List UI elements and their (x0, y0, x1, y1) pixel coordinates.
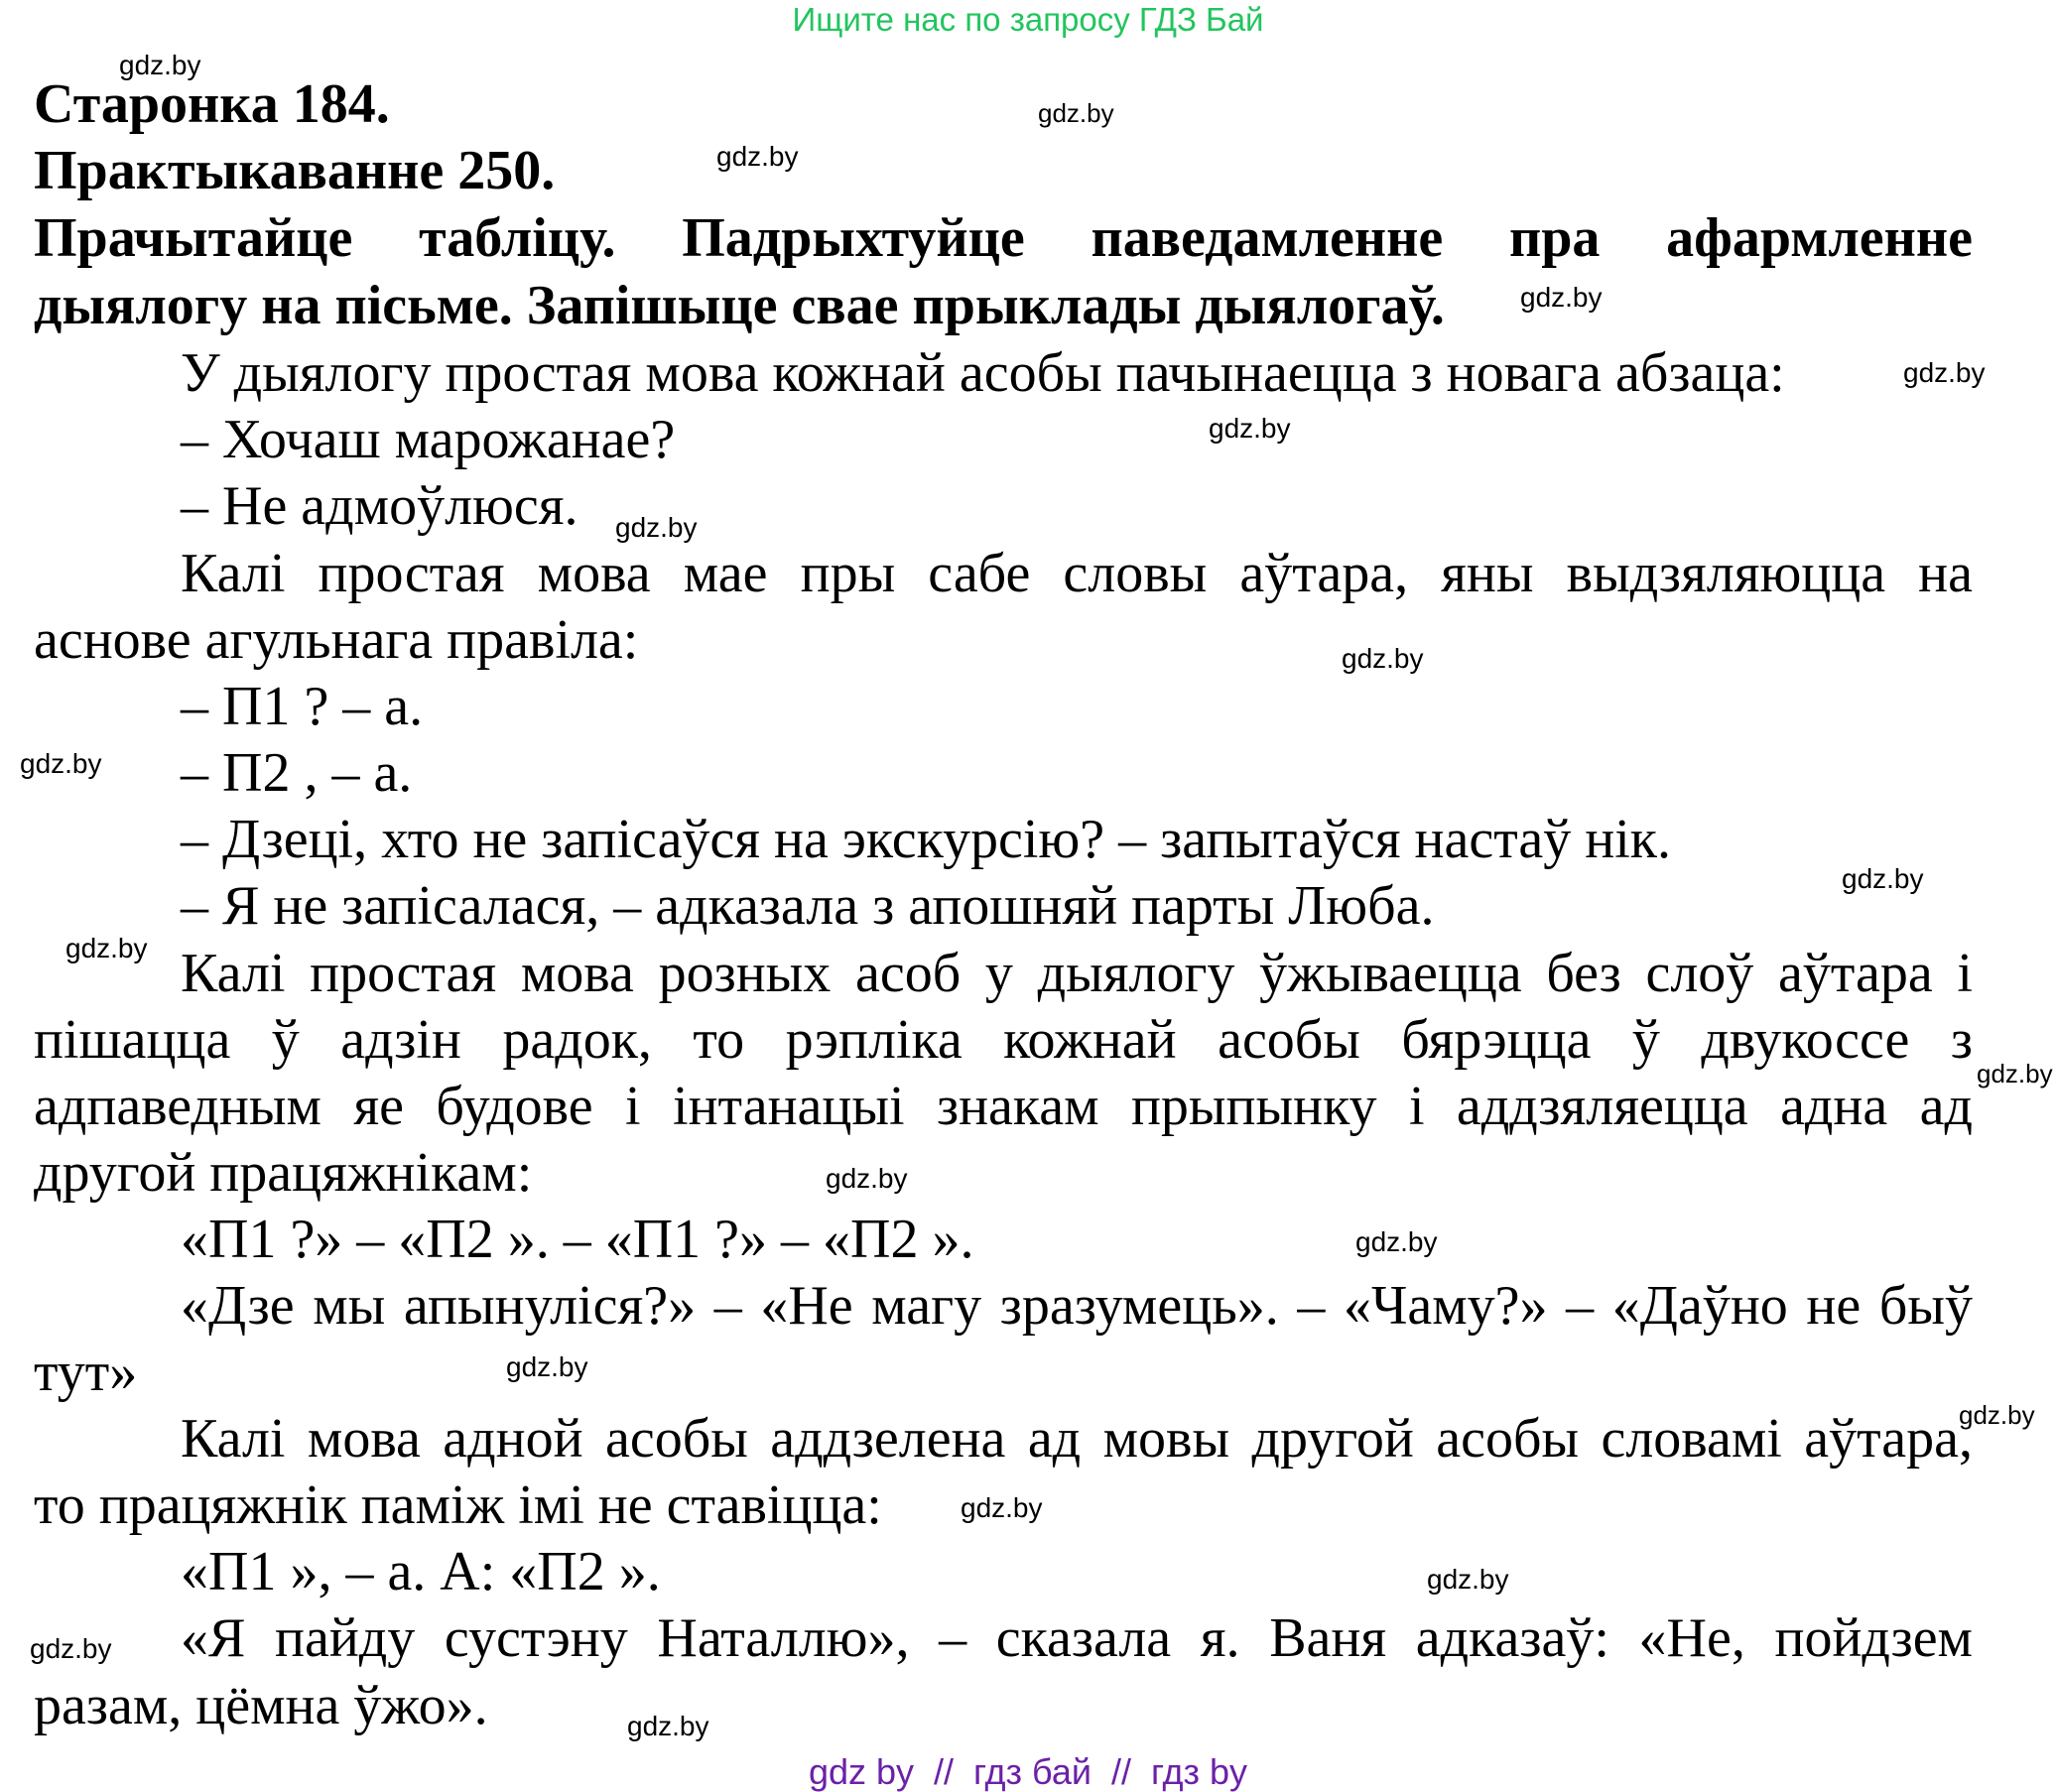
body-line: адпаведным яе будове і інтанацыі знакам прыпынку і аддзяляецца адна ад (34, 1076, 1973, 1137)
watermark-text: gdz.by (1520, 282, 1603, 313)
watermark-text: gdz.by (1355, 1226, 1438, 1257)
watermark-text: gdz.by (119, 50, 201, 80)
body-line: – Хочаш марожанае? (181, 409, 676, 470)
body-line: тут» (34, 1342, 138, 1403)
watermark-text: gdz.by (20, 748, 102, 779)
watermark-text: gdz.by (826, 1163, 908, 1194)
body-line: – П2 , – а. (181, 742, 413, 804)
body-line: Калі простая мова мае пры сабе словы аўтара, яны выдзяляюцца на (181, 543, 1973, 604)
body-line: аснове агульнага правіла: (34, 609, 639, 671)
watermark-text: gdz.by (30, 1633, 112, 1664)
watermark-text: gdz.by (1977, 1059, 2053, 1088)
watermark-text: gdz.by (1959, 1400, 2035, 1430)
body-line: – Не адмоўлюся. (181, 475, 578, 537)
top-banner: Ищите нас по запросу ГДЗ Бай (792, 1, 1264, 38)
watermark-text: gdz.by (1842, 863, 1924, 894)
body-line: «П1 », – а. А: «П2 ». (181, 1541, 661, 1602)
body-line: другой працяжнікам: (34, 1142, 533, 1204)
body-line: «Я пайду сустэну Наталлю», – сказала я. Ваня адказаў: «Не, пойдзем (181, 1607, 1973, 1669)
body-line: «Дзе мы апынуліся?» – «Не магу зразумець». – «Чаму?» – «Даўно не быў (181, 1275, 1973, 1337)
body-line: «П1 ?» – «П2 ». – «П1 ?» – «П2 ». (181, 1209, 974, 1270)
watermark-text: gdz.by (65, 933, 148, 963)
body-line: У дыялогу простая мова кожнай асобы пачынаецца з новага абзаца: (181, 342, 1785, 404)
watermark-text: gdz.by (1427, 1564, 1509, 1595)
exercise-heading: Практыкаванне 250. (34, 140, 556, 201)
body-line: пішацца ў адзін радок, то рэпліка кожнай асобы бярэцца ў двукоссе з (34, 1009, 1973, 1071)
watermark-text: gdz.by (961, 1492, 1043, 1523)
body-line: разам, цёмна ўжо». (34, 1675, 488, 1736)
task-text-line-2: дыялогу на пісьме. Запішыце свае прыклады дыялогаў. (34, 275, 1445, 336)
body-line: – Я не запісалася, – адказала з апошняй парты Люба. (181, 875, 1435, 937)
page-number-heading: Старонка 184. (34, 73, 390, 135)
watermark-text: gdz.by (1342, 643, 1424, 674)
body-line: Калі простая мова розных асоб у дыялогу ўжываецца без слоў аўтара і (181, 943, 1973, 1004)
footer-links: gdz by // гдз бай // гдз by (808, 1751, 1248, 1792)
watermark-text: gdz.by (716, 141, 799, 172)
watermark-text: gdz.by (615, 512, 698, 543)
task-text-line-1: Прачытайце табліцу. Падрыхтуйце паведамленне пра афармленне (34, 207, 1973, 269)
watermark-text: gdz.by (1903, 357, 1986, 388)
watermark-text: gdz.by (506, 1351, 588, 1382)
body-line: то працяжнік паміж імі не ставіцца: (34, 1474, 882, 1536)
watermark-text: gdz.by (1209, 413, 1291, 444)
watermark-text: gdz.by (627, 1711, 709, 1741)
watermark-text: gdz.by (1038, 98, 1114, 128)
body-line: – П1 ? – а. (181, 676, 424, 737)
body-line: – Дзеці, хто не запісаўся на экскурсію? – запытаўся настаў нік. (181, 809, 1671, 870)
body-line: Калі мова адной асобы аддзелена ад мовы другой асобы словамі аўтара, (181, 1408, 1973, 1470)
